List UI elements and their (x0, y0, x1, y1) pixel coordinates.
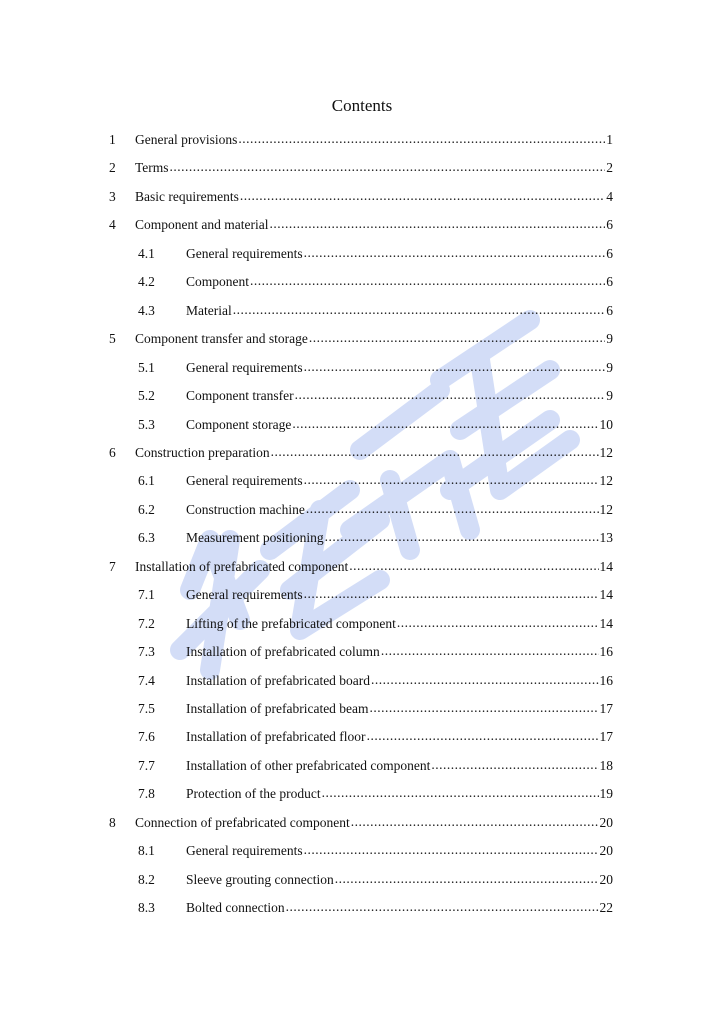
toc-entry-page: 20 (599, 814, 613, 830)
toc-entry-number: 6.1 (138, 473, 155, 489)
toc-entry-label: Terms (135, 160, 169, 176)
toc-entry-page: 10 (599, 416, 613, 432)
toc-dot-leader (233, 300, 606, 320)
toc-dot-leader (349, 556, 598, 576)
toc-entry-number: 6.3 (138, 530, 155, 546)
toc-dot-leader (292, 414, 598, 434)
toc-dot-leader (304, 357, 606, 377)
toc-entry[interactable] (138, 528, 613, 548)
toc-entry-label: Construction machine (186, 501, 305, 517)
toc-entry-label: Sleeve grouting connection (186, 871, 334, 887)
toc-entry-label: Installation of other prefabricated component (186, 757, 431, 773)
toc-entry[interactable] (138, 870, 613, 890)
toc-entry[interactable] (138, 756, 613, 776)
toc-entry[interactable] (109, 215, 613, 235)
toc-entry-page: 22 (599, 900, 613, 916)
toc-dot-leader (306, 499, 599, 519)
toc-entry-page: 13 (599, 530, 613, 546)
toc-entry-page: 9 (606, 388, 613, 404)
toc-dot-leader (304, 243, 606, 263)
toc-entry-page: 12 (599, 473, 613, 489)
toc-entry-number: 5.3 (138, 416, 155, 432)
toc-entry-label: General requirements (186, 587, 303, 603)
toc-entry-label: General requirements (186, 843, 303, 859)
toc-entry[interactable] (138, 500, 613, 520)
toc-entry-number: 1 (109, 132, 116, 147)
toc-entry-page: 9 (606, 359, 613, 375)
toc-entry-page: 4 (606, 188, 613, 204)
toc-entry-label: Basic requirements (135, 188, 239, 204)
toc-entry[interactable] (138, 642, 613, 662)
toc-entry-label: Installation of prefabricated column (186, 644, 380, 660)
toc-entry-page: 1 (606, 132, 613, 147)
toc-entry-number: 3 (109, 188, 116, 204)
toc-dot-leader (304, 584, 599, 604)
toc-entry[interactable] (138, 841, 613, 861)
toc-entry-label: Measurement positioning (186, 530, 324, 546)
toc-entry-number: 5 (109, 331, 116, 347)
toc-entry[interactable] (138, 415, 613, 435)
toc-entry-page: 20 (599, 871, 613, 887)
toc-entry[interactable] (138, 898, 613, 918)
toc-entry-number: 7.4 (138, 672, 155, 688)
toc-entry-page: 6 (606, 217, 613, 233)
toc-entry-number: 8 (109, 814, 116, 830)
toc-dot-leader (304, 470, 599, 490)
toc-entry[interactable] (109, 813, 613, 833)
toc-entry-label: General provisions (135, 132, 238, 147)
toc-dot-leader (325, 527, 599, 547)
toc-entry-label: Installation of prefabricated beam (186, 701, 369, 716)
toc-entry[interactable] (138, 358, 613, 378)
toc-entry[interactable] (138, 671, 613, 691)
toc-entry-label: Material (186, 302, 232, 318)
toc-entry-number: 7.8 (138, 786, 155, 802)
toc-entry-number: 6.2 (138, 501, 155, 517)
toc-dot-leader (371, 670, 598, 690)
toc-entry-page: 6 (606, 302, 613, 318)
toc-entry-page: 16 (599, 644, 613, 660)
toc-dot-leader (170, 157, 606, 177)
toc-dot-leader (322, 783, 599, 803)
toc-entry-number: 7.2 (138, 615, 155, 631)
toc-dot-leader (271, 442, 599, 462)
toc-entry-label: Bolted connection (186, 900, 285, 916)
toc-entry-label: Connection of prefabricated component (135, 814, 350, 830)
toc-entry-label: Lifting of the prefabricated component (186, 615, 396, 631)
toc-entry-number: 4.2 (138, 274, 155, 290)
toc-entry[interactable] (109, 158, 613, 178)
toc-entry-number: 7.3 (138, 644, 155, 660)
toc-entry-page: 14 (599, 558, 613, 574)
toc-dot-leader (351, 812, 599, 832)
toc-entry-label: General requirements (186, 473, 303, 489)
toc-dot-leader (431, 755, 598, 775)
toc-entry-page: 17 (599, 729, 613, 745)
toc-entry-number: 4.1 (138, 245, 155, 261)
toc-entry[interactable] (138, 784, 613, 804)
toc-entry[interactable] (109, 443, 613, 463)
toc-dot-leader (240, 186, 605, 206)
toc-entry[interactable] (138, 727, 613, 747)
toc-entry-label: Component transfer (186, 388, 294, 404)
toc-entry-number: 7.1 (138, 587, 155, 603)
toc-entry[interactable] (138, 471, 613, 491)
toc-dot-leader (309, 328, 605, 348)
toc-entry-label: Component transfer and storage (135, 331, 308, 347)
toc-dot-leader (295, 385, 606, 405)
toc-entry[interactable] (138, 614, 613, 634)
toc-dot-leader (304, 840, 599, 860)
toc-entry-page: 9 (606, 331, 613, 347)
page-title: Contents (331, 96, 393, 115)
toc-entry-number: 5.2 (138, 388, 155, 404)
toc-dot-leader (367, 726, 599, 746)
toc-entry[interactable] (109, 557, 613, 577)
toc-entry-label: Component (186, 274, 249, 290)
toc-entry-label: Construction preparation (135, 444, 270, 460)
toc-dot-leader (238, 129, 605, 149)
toc-dot-leader (370, 698, 599, 718)
toc-entry-label: Component and material (135, 217, 269, 233)
toc-entry-page: 16 (599, 672, 613, 688)
toc-entry-number: 5.1 (138, 359, 155, 375)
toc-entry-number: 2 (109, 160, 116, 176)
toc-entry-number: 7.6 (138, 729, 155, 745)
toc-entry-page: 12 (599, 444, 613, 460)
toc-entry-page: 14 (599, 587, 613, 603)
toc-entry-label: General requirements (186, 359, 303, 375)
toc-entry[interactable] (109, 329, 613, 349)
toc-dot-leader (381, 641, 599, 661)
toc-entry[interactable] (138, 244, 613, 264)
toc-entry-number: 4 (109, 217, 116, 233)
toc-entry-label: Component storage (186, 416, 292, 432)
toc-entry-page: 14 (599, 615, 613, 631)
toc-entry-number: 7.7 (138, 757, 155, 773)
toc-entry[interactable] (138, 699, 613, 719)
toc-entry[interactable] (109, 187, 613, 207)
toc-entry-label: Protection of the product (186, 786, 321, 802)
toc-entry[interactable] (138, 301, 613, 321)
toc-entry-page: 6 (606, 274, 613, 290)
toc-entry-number: 8.2 (138, 871, 155, 887)
toc-entry-label: Installation of prefabricated board (186, 672, 371, 688)
toc-entry-page: 2 (606, 160, 613, 176)
toc-entry-page: 20 (599, 843, 613, 859)
toc-dot-leader (250, 271, 605, 291)
toc-entry-label: General requirements (186, 245, 303, 261)
toc-entry-page: 12 (599, 501, 613, 517)
toc-entry-page: 18 (599, 757, 613, 773)
toc-entry-number: 4.3 (138, 302, 155, 318)
toc-entry-number: 7.5 (138, 701, 155, 716)
toc-entry-number: 7 (109, 558, 116, 574)
toc-dot-leader (286, 897, 599, 917)
toc-entry-number: 8.1 (138, 843, 155, 859)
toc-entry-page: 19 (599, 786, 613, 802)
toc-entry-number: 8.3 (138, 900, 155, 916)
toc-entry[interactable] (109, 130, 613, 150)
toc-entry-label: Installation of prefabricated component (135, 558, 349, 574)
toc-entry[interactable] (138, 386, 613, 406)
toc-dot-leader (269, 214, 605, 234)
toc-entry-page: 17 (599, 701, 613, 716)
toc-entry-number: 6 (109, 444, 116, 460)
toc-dot-leader (397, 613, 599, 633)
toc-dot-leader (335, 869, 599, 889)
toc-entry[interactable] (138, 272, 613, 292)
toc-entry-page: 6 (606, 245, 613, 261)
toc-entry-label: Installation of prefabricated floor (186, 729, 366, 745)
toc-entry[interactable] (138, 585, 613, 605)
